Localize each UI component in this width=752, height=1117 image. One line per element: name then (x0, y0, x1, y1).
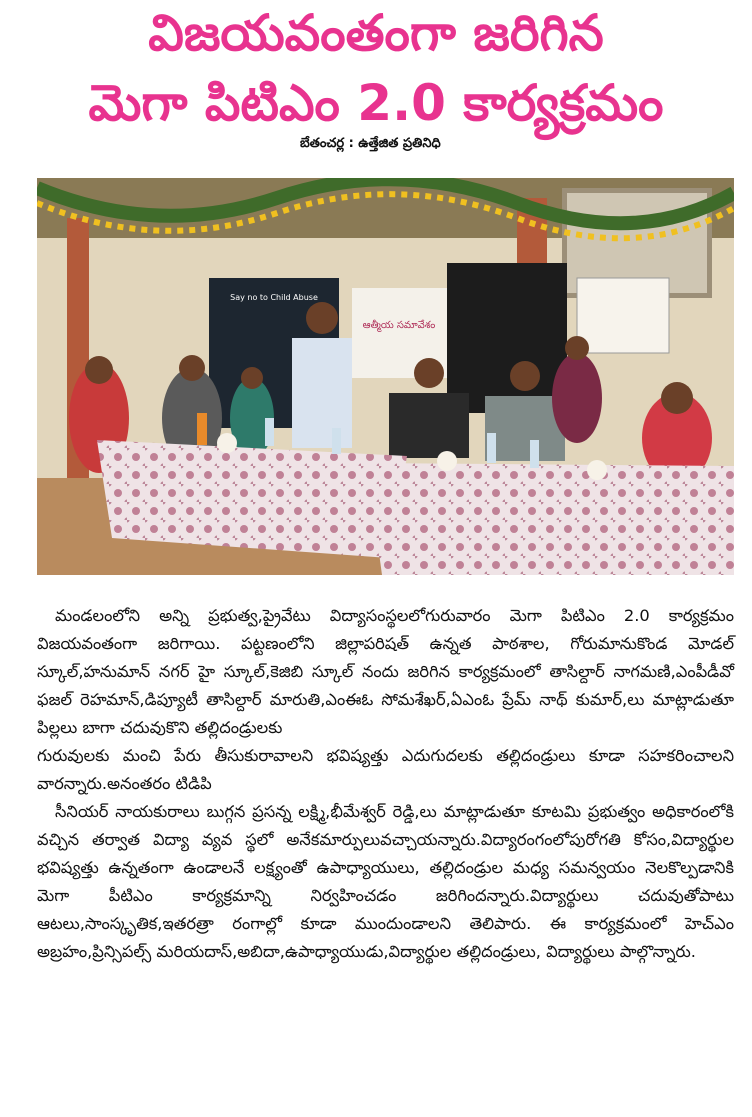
banner-left-text: Say no to Child Abuse (230, 293, 318, 302)
article-paragraph-3: సీనియర్ నాయకురాలు బుగ్గన ప్రసన్న లక్ష్మి,భీమేశ్వర్ రెడ్డి,లు మాట్లాడుతూ కూటమి ప్రభుత్వం అధికారంలోకి వచ్చిన తర్వాత విద్యా వ్యవ స్థలో అనేకమార్పులువచ్చాయన్నారు.విద్యారంగంలోపురోగతి కోసం,విద్యార్థుల భవిష్యత్తు ఉన్నతంగా ఉండాలనే లక్ష్యంతో ఉపాధ్యాయులు, తల్లిదండ్రుల మధ్య సమన్వయం నెలకొల్పడానికి మెగా పీటిఎం కార్యక్రమాన్ని నిర్వహించడం జరిగిందన్నారు.విద్యార్థులు చదువుతోపాటు ఆటలు,సాంస్కృతిక,ఇతరత్రా రంగాల్లో కూడా ముందుండాలని తెలిపారు. ఈ కార్యక్రమంలో హెచ్ఎం అబ్రహం,ప్రిన్సిపల్స్ మరియదాస్,అబిదా,ఉపాధ్యాయుడు,విద్యార్థుల తల్లిదండ్రులు, విద్యార్థులు పాల్గొన్నారు. (37, 802, 734, 961)
headline-line-1: విజయవంతంగా జరిగిన (148, 4, 604, 62)
article-paragraph-1: మండలంలోని అన్ని ప్రభుత్వ,ప్రైవేటు విద్యాసంస్థలలోగురువారం మెగా పిటిఎం 2.0 కార్యక్రమం విజయవంతంగా జరిగాయి. పట్టణంలోని జిల్లాపరిషత్ ఉన్నత పాఠశాల, గోరుమానుకొండ మోడల్ స్కూల్,హనుమాన్ నగర్ హై స్కూల్,కెజిబి స్కూల్ నందు జరిగిన కార్యక్రమంలో తాసిల్దార్ నాగమణి,ఎంపీడీవో ఫజల్ రెహమాన్,డిప్యూటీ తాసిల్దార్ మారుతి,ఎంఈఓ సోమశేఖర్,ఏఎంఓ ప్రేమ్ నాథ్ కుమార్,లు మాట్లాడుతూ పిల్లలు బాగా చదువుకొని తల్లిదండ్రులకు (37, 606, 734, 737)
banner-center-text: ఆత్మీయ సమావేశం (362, 320, 436, 331)
event-photo (37, 178, 734, 575)
byline: బేతంచర్ల : ఉత్తేజిత ప్రతినిధి (300, 136, 441, 151)
headline-line-2: మెగా పిటిఎం 2.0 కార్యక్రమం (88, 74, 664, 132)
article-body (37, 602, 734, 966)
article-paragraph-2: గురువులకు మంచి పేరు తీసుకురావాలని భవిష్యత్తు ఎదుగుదలకు తల్లిదండ్రులు కూడా సహకరించాలని వారన్నారు.అనంతరం టిడిపి (37, 746, 734, 793)
